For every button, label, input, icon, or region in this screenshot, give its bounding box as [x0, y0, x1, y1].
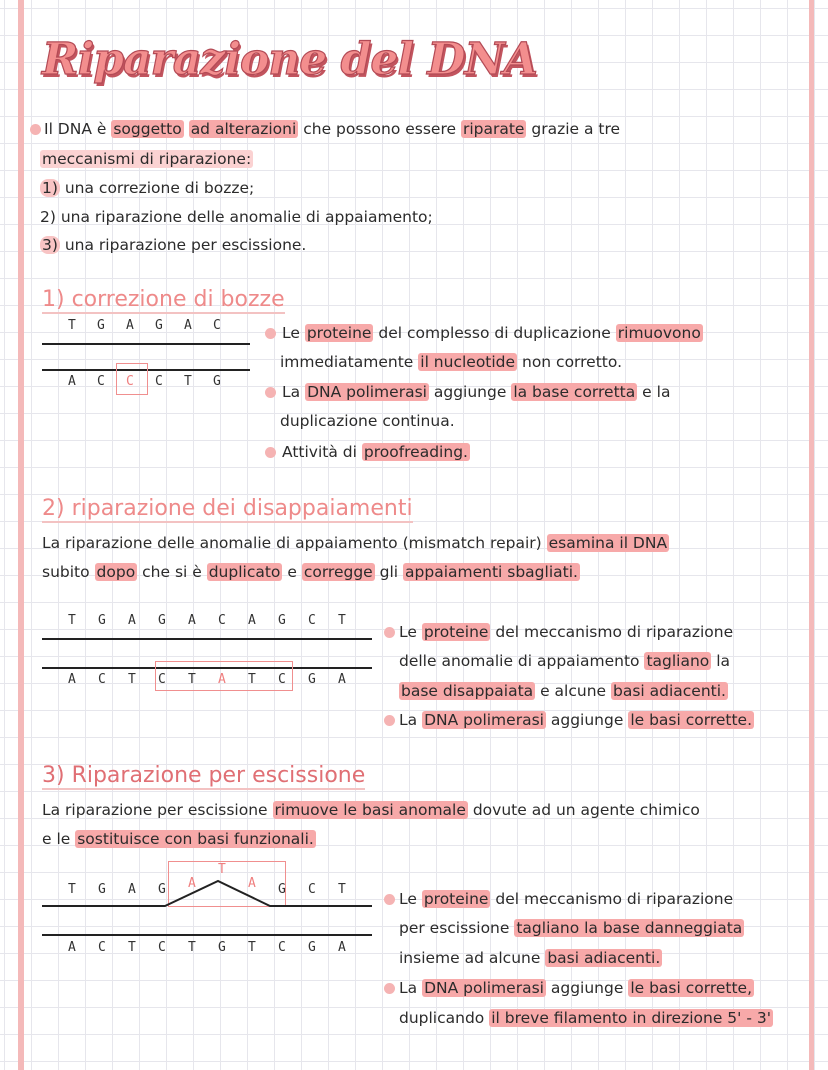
bullet-dot	[384, 894, 395, 905]
intro-item-3: 3) una riparazione per escissione.	[42, 236, 307, 254]
dna-base: G	[308, 940, 316, 955]
dna-base: C	[308, 613, 316, 628]
dna-base: A	[218, 672, 226, 687]
dna-base: G	[98, 613, 106, 628]
dna-strand-bottom	[42, 934, 372, 936]
dna-base: A	[128, 882, 136, 897]
s2-paragraph-line-2: subito dopo che si è duplicato e corregge gli appaiamenti sbagliati.	[42, 563, 578, 581]
dna-base: G	[278, 613, 286, 628]
dna-base: T	[188, 940, 196, 955]
intro-line-2: meccanismi di riparazione:	[42, 150, 252, 168]
intro-line-1: Il DNA è soggetto ad alterazioni che possono essere riparate grazie a tre	[44, 120, 621, 138]
dna-base: A	[68, 940, 76, 955]
bullet-dot	[384, 983, 395, 994]
dna-base: A	[248, 613, 256, 628]
s1-bullet-3: Attività di proofreading.	[282, 443, 468, 461]
dna-base: T	[68, 613, 76, 628]
s2-bullet-1-line-2: delle anomalie di appaiamento tagliano la	[399, 652, 731, 670]
dna-base: T	[68, 318, 76, 333]
dna-base: C	[97, 374, 105, 389]
dna-base: A	[184, 318, 192, 333]
excision-arc	[42, 881, 372, 906]
dna-base: C	[126, 374, 134, 389]
dna-base: T	[128, 672, 136, 687]
dna-base: T	[128, 940, 136, 955]
s2-bullet-2: La DNA polimerasi aggiunge le basi corrette.	[399, 711, 753, 729]
s1-bullet-2-line-1: La DNA polimerasi aggiunge la base corretta e la	[282, 383, 671, 401]
dna-base: G	[158, 882, 166, 897]
s3-paragraph-line-1: La riparazione per escissione rimuove le basi anomale dovute ad un agente chimico	[42, 801, 700, 819]
dna-base: T	[188, 672, 196, 687]
s1-bullet-1-line-2: immediatamente il nucleotide non corretto.	[280, 353, 623, 371]
s3-bullet-1-line-2: per escissione tagliano la base danneggiata	[399, 919, 743, 937]
s3-bullet-2-line-2: duplicando il breve filamento in direzione 5' - 3'	[399, 1009, 771, 1027]
dna-base: C	[218, 613, 226, 628]
dna-base: A	[338, 672, 346, 687]
dna-base: T	[218, 862, 226, 877]
dna-base: A	[188, 613, 196, 628]
section-1-heading: 1) correzione di bozze	[42, 287, 285, 312]
dna-base: A	[128, 613, 136, 628]
section-2-heading: 2) riparazione dei disappaiamenti	[42, 496, 413, 521]
dna-base: C	[158, 672, 166, 687]
excised-segment-lines	[0, 0, 400, 960]
dna-base: C	[278, 672, 286, 687]
dna-base: T	[184, 374, 192, 389]
s2-bullet-1-line-1: Le proteine del meccanismo di riparazione	[399, 623, 734, 641]
dna-base: A	[68, 672, 76, 687]
s3-paragraph-line-2: e le sostituisce con basi funzionali.	[42, 830, 314, 848]
dna-base: C	[155, 374, 163, 389]
s2-bullet-1-line-3: base disappaiata e alcune basi adiacenti.	[401, 682, 726, 700]
dna-base: G	[155, 318, 163, 333]
intro-item-1: 1) una correzione di bozze;	[42, 179, 255, 197]
dna-base: T	[68, 882, 76, 897]
dna-base: G	[213, 374, 221, 389]
dna-base: T	[248, 940, 256, 955]
dna-base: G	[158, 613, 166, 628]
s1-bullet-2-line-2: duplicazione continua.	[280, 412, 455, 430]
dna-base: C	[213, 318, 221, 333]
s3-bullet-1-line-3: insieme ad alcune basi adiacenti.	[399, 949, 661, 967]
dna-base: A	[68, 374, 76, 389]
dna-base: C	[98, 940, 106, 955]
dna-base: T	[248, 672, 256, 687]
s1-bullet-1-line-1: Le proteine del complesso di duplicazione rimuovono	[282, 324, 701, 342]
page-margin-right	[809, 0, 814, 1070]
dna-base: G	[218, 940, 226, 955]
dna-base: G	[98, 882, 106, 897]
section-3-heading: 3) Riparazione per escissione	[42, 763, 366, 788]
intro-item-2: 2) una riparazione delle anomalie di appaiamento;	[40, 208, 433, 226]
dna-base: A	[338, 940, 346, 955]
dna-base: A	[188, 876, 196, 891]
dna-base: T	[338, 613, 346, 628]
dna-base: C	[278, 940, 286, 955]
s3-bullet-2-line-1: La DNA polimerasi aggiunge le basi corrette,	[399, 979, 753, 997]
dna-base: G	[308, 672, 316, 687]
dna-base: C	[308, 882, 316, 897]
dna-base: G	[278, 882, 286, 897]
dna-base: A	[126, 318, 134, 333]
page-title: Riparazione del DNA	[42, 34, 537, 85]
dna-base: C	[158, 940, 166, 955]
s2-paragraph-line-1: La riparazione delle anomalie di appaiamento (mismatch repair) esamina il DNA	[42, 534, 668, 552]
dna-base: G	[97, 318, 105, 333]
dna-base: C	[98, 672, 106, 687]
dna-base: T	[338, 882, 346, 897]
dna-base: A	[248, 876, 256, 891]
s3-bullet-1-line-1: Le proteine del meccanismo di riparazione	[399, 890, 734, 908]
